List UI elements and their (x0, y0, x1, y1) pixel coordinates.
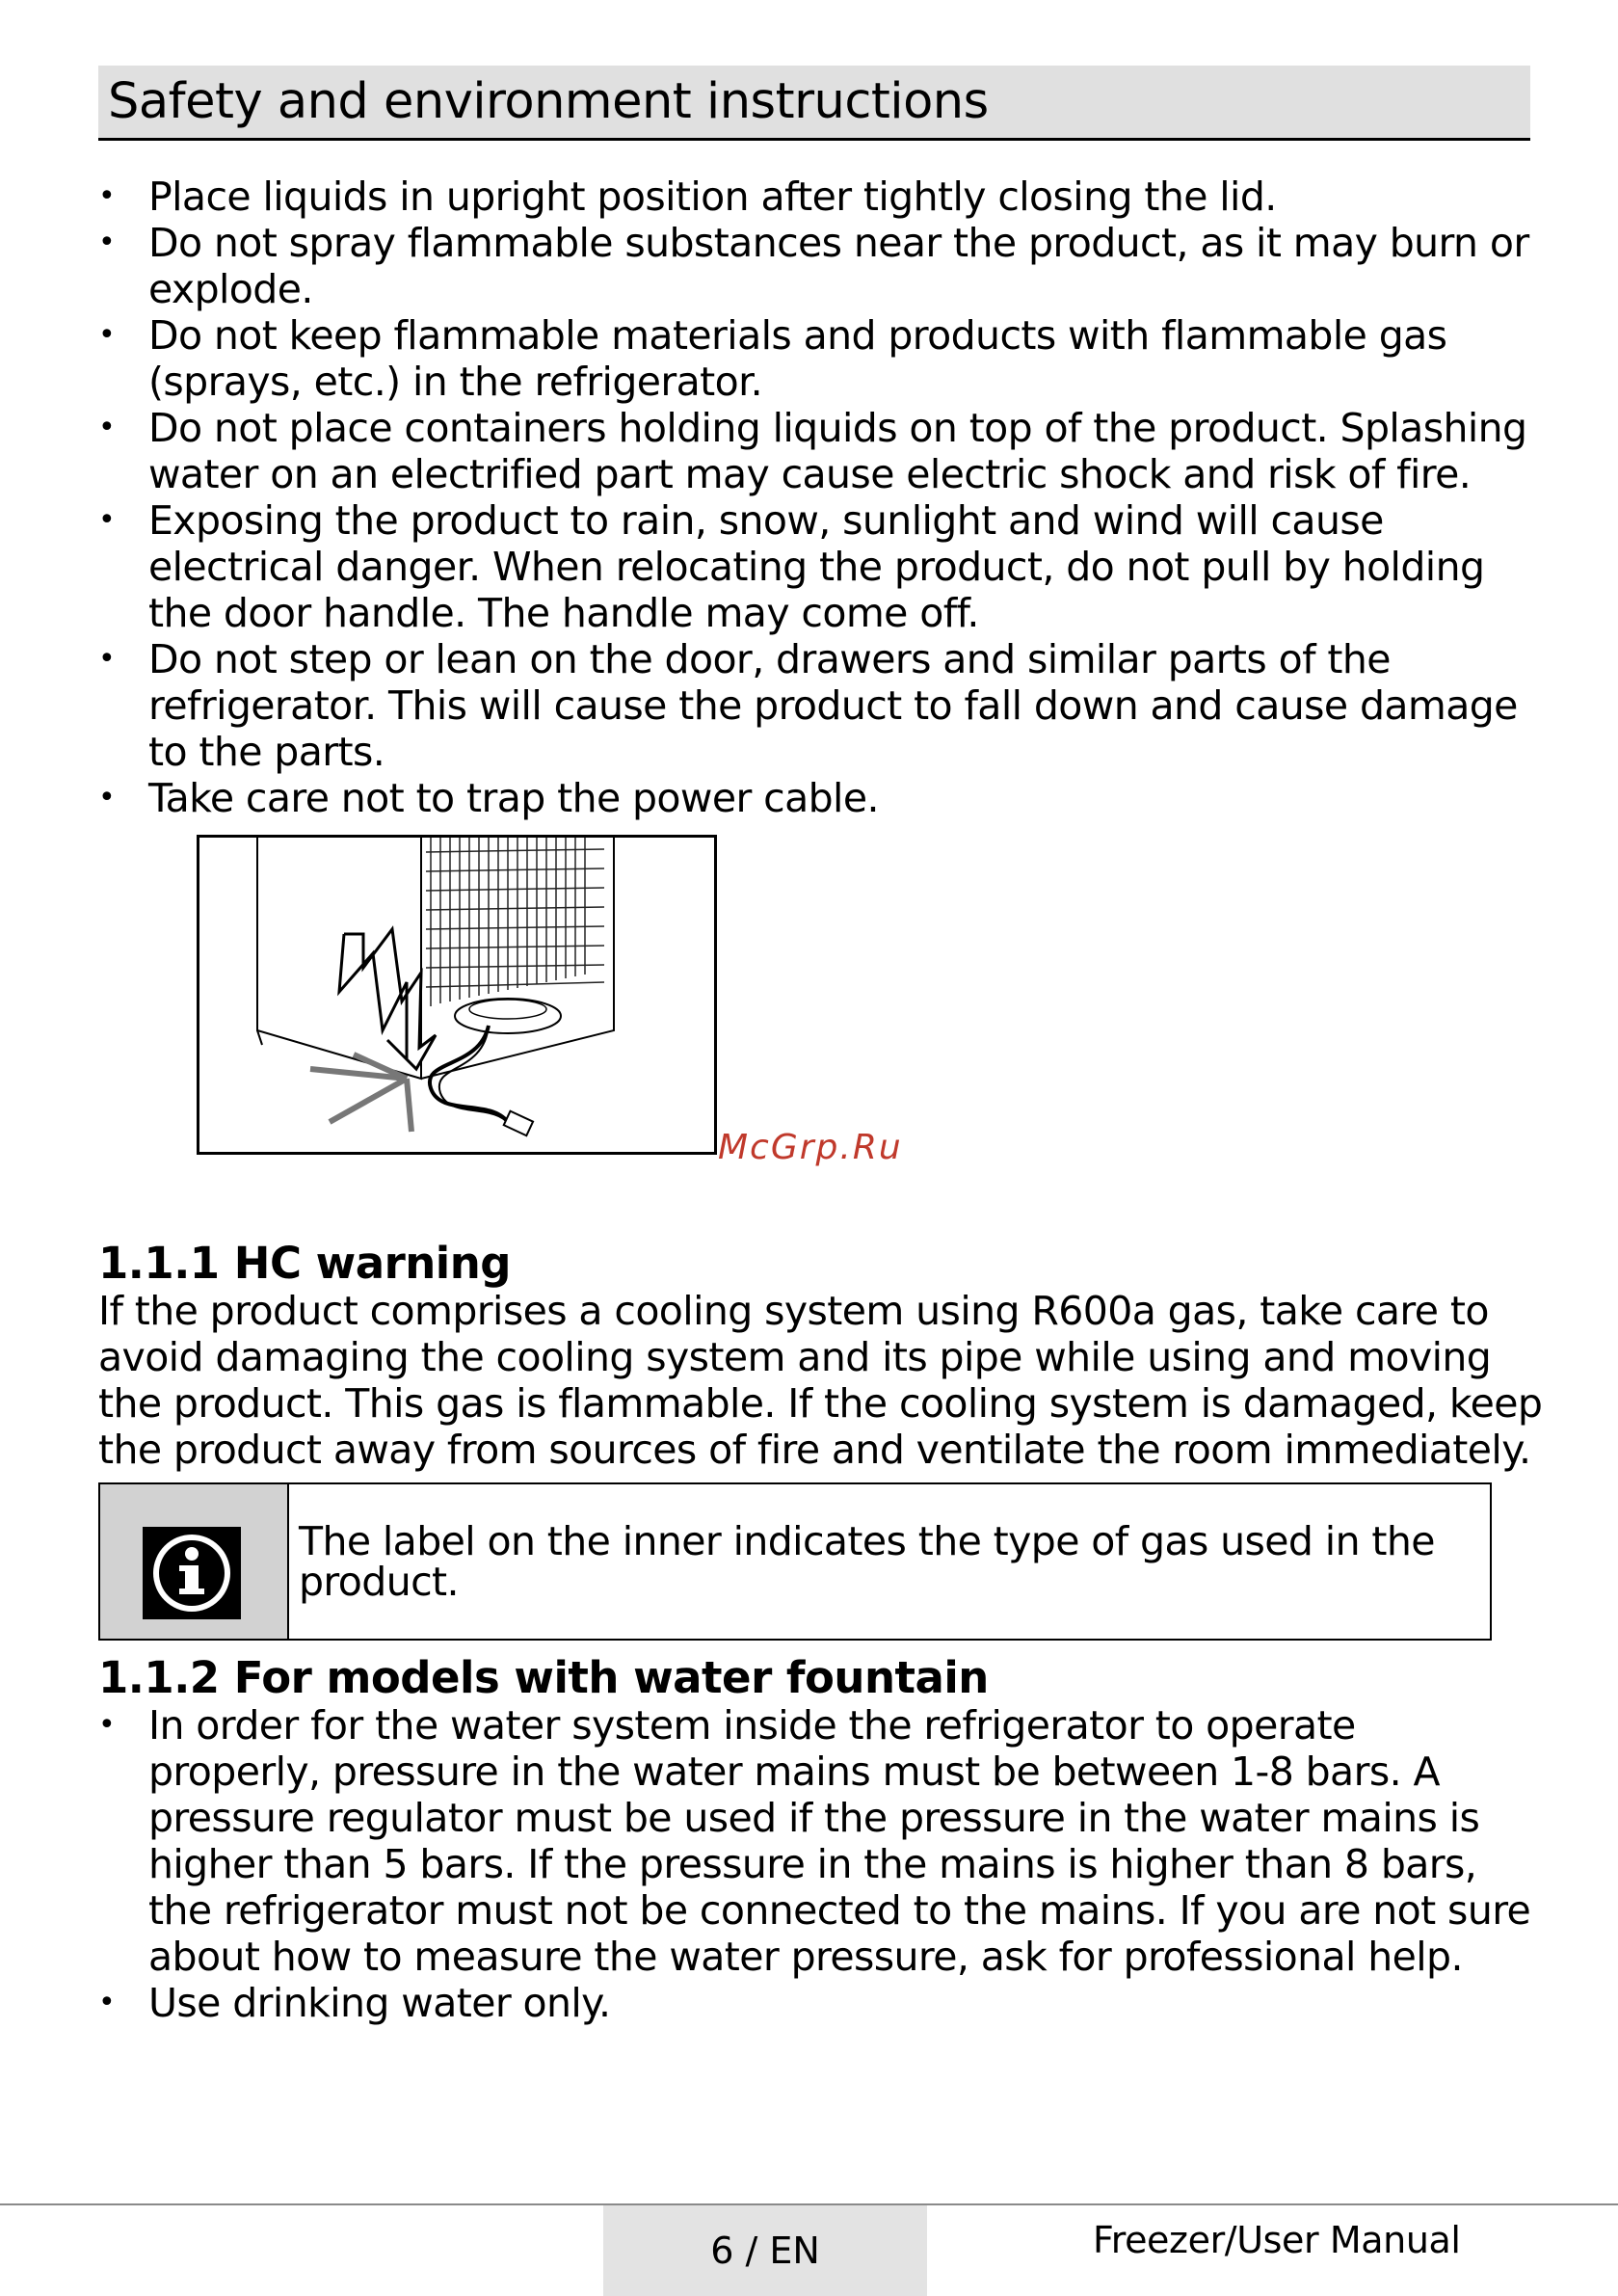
bullet-icon: • (98, 1986, 116, 2019)
watermark-text: McGrp.Ru (718, 1128, 903, 1167)
document-title: Freezer/User Manual (1093, 2219, 1461, 2261)
list-item: • Do not keep flammable materials and products with flammable gas (sprays, etc.) in the refrigerator. (98, 312, 1447, 405)
list-item: • Take care not to trap the power cable. (98, 775, 879, 821)
hc-warning-heading: 1.1.1 HC warning (98, 1238, 511, 1289)
hc-warning-body: If the product comprises a cooling system using R600a gas, take care to avoid damaging the cooling system and its pipe while using and moving the product. This gas is flammable. If the cooling system is damaged, keep the product away from sources of fire and ventilate the room immediately. (98, 1288, 1543, 1473)
page-title: Safety and environment instructions (108, 73, 989, 130)
list-item: • Do not step or lean on the door, drawers and similar parts of the refrigerator. This will cause the product to fall down and cause damage to the parts. (98, 636, 1518, 775)
list-item: • Use drinking water only. (98, 1980, 611, 2026)
info-icon-cell (100, 1484, 289, 1639)
info-note-box (98, 1482, 1492, 1641)
list-item: • In order for the water system inside the refrigerator to operate properly, pressure in the water mains must be between 1-8 bars. A pressure regulator must be used if the pressure in the water mains is higher than 5 bars. If the pressure in the mains is higher than 8 bars, the refrigerator must not be connected to the mains. If you are not sure about how to measure the water pressure, ask for professional help. (98, 1702, 1531, 1980)
bullet-icon: • (98, 781, 116, 814)
safety-bullet-list (98, 174, 1534, 821)
power-cable-illustration (197, 835, 717, 1155)
bullet-icon: • (98, 1708, 116, 1742)
page-number: 6 / EN (603, 2205, 927, 2296)
bullet-icon: • (98, 318, 116, 352)
list-item: • Do not spray flammable substances near the product, as it may burn or explode. (98, 220, 1529, 312)
list-item: • Exposing the product to rain, snow, sunlight and wind will cause electrical danger. When relocating the product, do not pull by holding the door handle. The handle may come off. (98, 497, 1485, 636)
bullet-icon: • (98, 642, 116, 676)
list-item: • Place liquids in upright position after tightly closing the lid. (98, 174, 1277, 220)
bullet-icon: • (98, 179, 116, 213)
water-fountain-heading: 1.1.2 For models with water fountain (98, 1652, 989, 1703)
bullet-icon: • (98, 411, 116, 444)
bullet-icon: • (98, 503, 116, 537)
refrigerator-back-drawing (199, 838, 714, 1152)
section-header (98, 66, 1530, 141)
water-bullet-list (98, 1702, 1534, 2026)
info-note-text: The label on the inner indicates the type of gas used in the product. (299, 1518, 1435, 1605)
list-item: • Do not place containers holding liquids on top of the product. Splashing water on an electrified part may cause electric shock and risk of fire. (98, 405, 1527, 497)
info-icon (143, 1527, 241, 1619)
bullet-icon: • (98, 226, 116, 259)
